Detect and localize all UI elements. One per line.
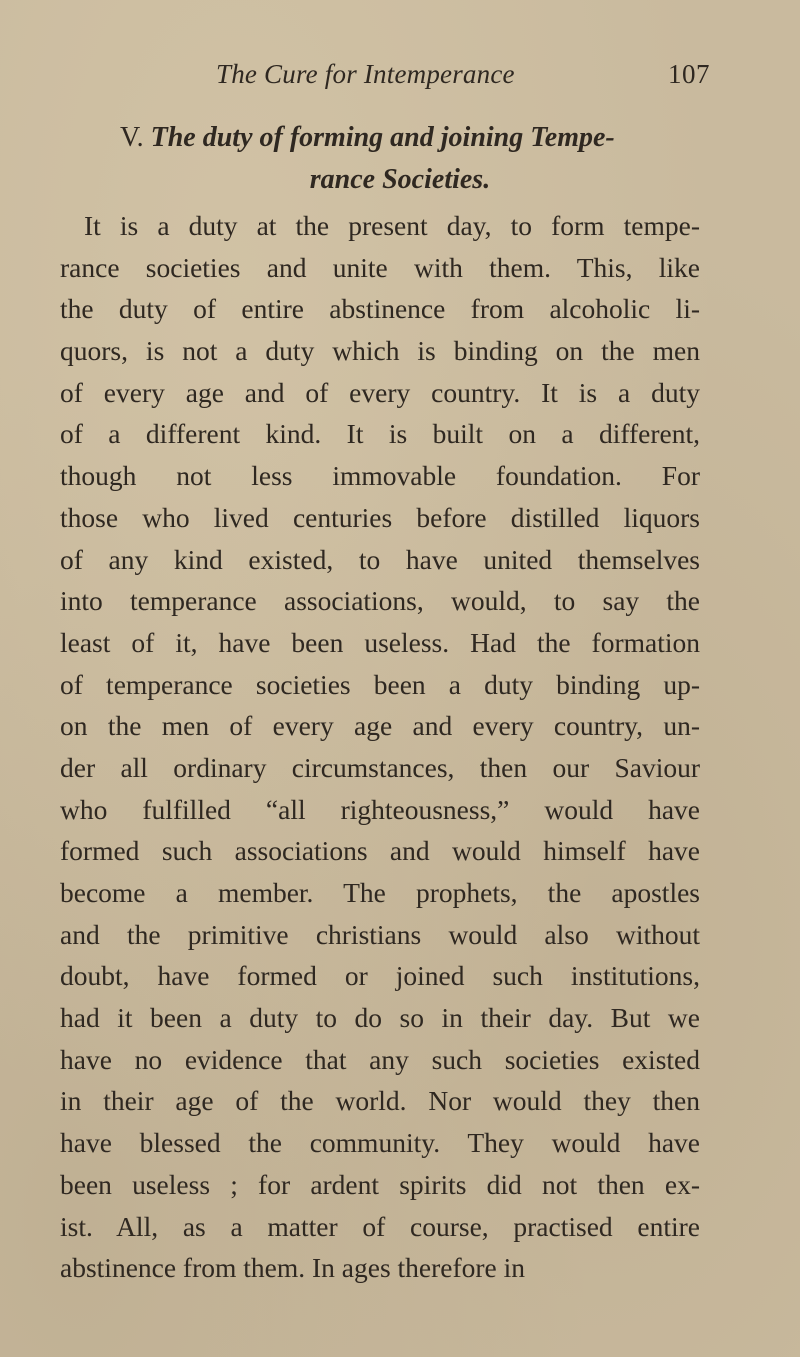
- section-number: V.: [120, 122, 144, 153]
- page-number: 107: [668, 59, 710, 89]
- text-line: least of it, have been useless. Had the formation: [60, 626, 700, 658]
- section-heading-line-1: [120, 117, 720, 159]
- text-line: of temperance societies been a duty binding up-: [60, 668, 700, 700]
- section-title-part-1: The duty of forming and joining Tempe-: [150, 122, 615, 153]
- text-line: of any kind existed, to have united themselves: [60, 543, 700, 575]
- text-line: abstinence from them. In ages therefore in: [60, 1252, 526, 1284]
- text-line: have blessed the community. They would have: [60, 1127, 700, 1159]
- text-line: of a different kind. It is built on a different,: [60, 418, 700, 450]
- text-line: quors, is not a duty which is binding on the men: [60, 335, 700, 367]
- text-line: been useless ; for ardent spirits did not then ex-: [60, 1168, 700, 1200]
- running-title: The Cure for Intemperance: [216, 59, 515, 89]
- text-line: formed such associations and would himself have: [60, 835, 700, 867]
- text-line: those who lived centuries before distilled liquors: [60, 501, 700, 533]
- text-line: had it been a duty to do so in their day. But we: [60, 1002, 700, 1034]
- text-line: into temperance associations, would, to say the: [60, 585, 700, 617]
- section-heading-line-2: rance Societies.: [309, 164, 491, 195]
- text-line: doubt, have formed or joined such institutions,: [60, 960, 700, 992]
- text-line: in their age of the world. Nor would they then: [60, 1085, 700, 1117]
- text-line: and the primitive christians would also without: [60, 918, 700, 950]
- text-line: who fulfilled “all righteousness,” would have: [60, 793, 700, 825]
- section-heading: [120, 117, 720, 201]
- text-line: of every age and of every country. It is a duty: [60, 376, 700, 408]
- text-line: become a member. The prophets, the apostles: [60, 877, 700, 908]
- body-paragraph: [60, 205, 700, 1289]
- text-line: the duty of entire abstinence from alcoholic li-: [60, 293, 700, 325]
- text-line: rance societies and unite with them. This, like: [60, 251, 700, 283]
- text-line: ist. All, as a matter of course, practised entire: [60, 1210, 700, 1242]
- text-line: have no evidence that any such societies existed: [60, 1043, 700, 1075]
- text-line: on the men of every age and every country, un-: [60, 710, 700, 742]
- text-line: It is a duty at the present day, to form tempe-: [84, 210, 700, 241]
- text-line: though not less immovable foundation. For: [60, 460, 700, 492]
- text-line: der all ordinary circumstances, then our Saviour: [60, 751, 700, 783]
- running-head: [216, 54, 710, 94]
